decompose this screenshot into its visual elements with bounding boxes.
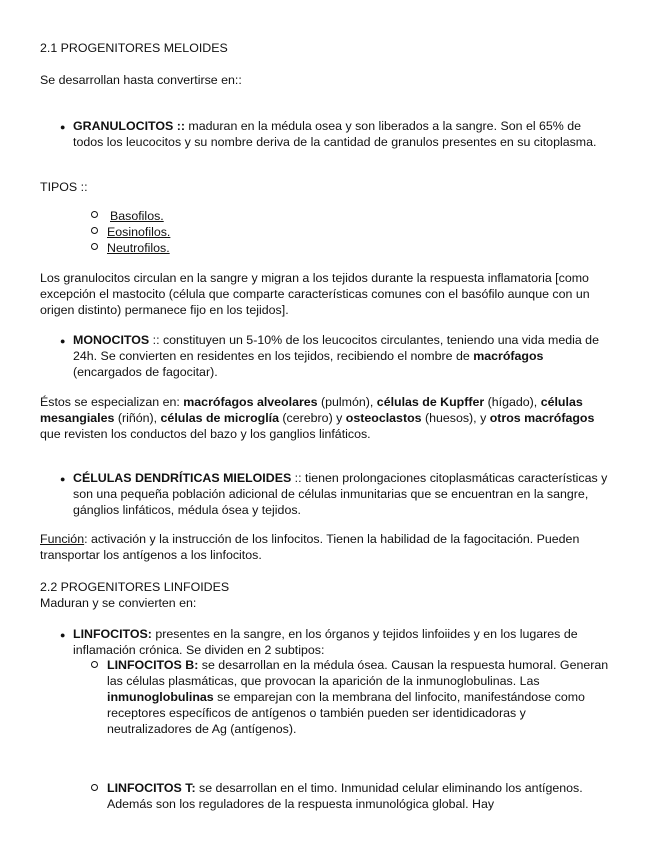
section-intro-linfoides: Maduran y se convierten en: [40, 596, 197, 610]
tipo-basofilos-text: Basofilos. [110, 209, 164, 223]
circle-bullet-basofilos [91, 211, 98, 218]
especializan-text-5: (cerebro) y [278, 411, 346, 425]
funcion-label: Función [40, 532, 85, 546]
especializan-bold-2: células de Kupffer [376, 395, 485, 409]
circulation-paragraph: Los granulocitos circulan en la sangre y migran a los tejidos durante la respuesta inflamatoria [como excepción el mastocito (célula que comparte características comunes con el basófilo aunque con un origen distinto) permanece fijo en los tejidos]. [40, 271, 590, 317]
dendriticas-term: CÉLULAS DENDRÍTICAS MIELOIDES [73, 471, 292, 485]
section-heading-linfoides: 2.2 PROGENITORES LINFOIDES [40, 580, 230, 594]
bullet-linfocitos: ● [60, 630, 66, 640]
tipo-neutrofilos-text: Neutrofilos. [107, 241, 170, 255]
especializan-text-7: que revisten los conductos del bazo y los ganglios linfáticos. [40, 427, 371, 441]
dendriticas-paragraph [73, 470, 613, 518]
especializan-text-2: (pulmón), [317, 395, 377, 409]
tipo-basofilos [110, 208, 615, 224]
monocitos-paragraph [73, 332, 613, 380]
circle-bullet-linfocitos-b [91, 661, 98, 668]
linfocitos-b-paragraph [107, 657, 612, 737]
linfocitos-paragraph [73, 626, 613, 658]
tipo-eosinofilos-text: Eosinofilos. [107, 225, 171, 239]
circle-bullet-neutrofilos [91, 243, 98, 250]
granulocitos-desc: maduran en la médula osea y son liberados a la sangre. Son el 65% de todos los leucocitos y su nombre deriva de la cantidad de granulos presentes en su citoplasma. [73, 119, 597, 149]
linfocitos-desc: presentes en la sangre, en los órganos y tejidos linfoiides y en los lugares de inflamación crónica. Se dividen en 2 subtipos: [73, 627, 578, 657]
monocitos-desc: :: constituyen un 5-10% de los leucocitos circulantes, teniendo una vida media de 24h. Se convierten en residentes en los tejidos, recibiendo el nombre de [73, 333, 599, 363]
especializan-bold-6: otros macrófagos [489, 411, 595, 425]
bullet-monocitos: ● [60, 336, 66, 346]
tipos-label: TIPOS :: [40, 180, 88, 194]
circle-bullet-eosinofilos [91, 227, 98, 234]
especializan-text-1: Éstos se especializan en: [40, 395, 184, 409]
macrofagos-term: macrófagos [473, 349, 544, 363]
especializan-bold-3: células mesangiales [40, 395, 583, 425]
linfocitos-t-desc: se desarrollan en el timo. Inmunidad celular eliminando los antígenos. Además son los reguladores de la respuesta inmunológica global. Hay [107, 781, 583, 811]
especializan-text-3: (hígado), [484, 395, 541, 409]
dendriticas-desc: :: tienen prolongaciones citoplasmáticas características y son una pequeña población adicional de células inmunitarias que se encuentran en la sangre, gánglios linfáticos, médula ósea y tejidos. [73, 471, 608, 517]
bullet-granulocitos: ● [60, 122, 66, 132]
circle-bullet-linfocitos-t [91, 784, 98, 791]
especializan-text-4: (riñón), [114, 411, 161, 425]
linfocitos-t-term: LINFOCITOS T: [107, 781, 196, 795]
bullet-dendriticas: ● [60, 474, 66, 484]
especializan-text-6: (huesos), y [421, 411, 490, 425]
especializan-bold-5: osteoclastos [345, 411, 422, 425]
especializan-bold-4: células de microglía [160, 411, 279, 425]
section-intro-mieloides: Se desarrollan hasta convertirse en:: [40, 73, 242, 87]
monocitos-term: MONOCITOS [73, 333, 150, 347]
especializan-bold-1: macrófagos alveolares [183, 395, 318, 409]
tipo-eosinofilos [107, 224, 612, 240]
linfocitos-term: LINFOCITOS: [73, 627, 152, 641]
granulocitos-paragraph [73, 118, 613, 150]
funcion-paragraph [40, 531, 612, 563]
tipo-neutrofilos [107, 240, 612, 256]
linfocitos-b-desc2: se emparejan con la membrana del linfocito, manifestándose como receptores específicos de antígenos o también pueden ser identidicadoras y neutralizadores de Ag (antígenos). [107, 690, 585, 736]
section-heading-mieloides: 2.1 PROGENITORES MELOIDES [40, 41, 228, 55]
especializan-paragraph [40, 394, 612, 442]
funcion-text: : activación y la instrucción de los linfocitos. Tienen la habilidad de la fagocitación. Pueden transportar los antígenos a los linfocitos. [40, 532, 580, 562]
linfocitos-b-term: LINFOCITOS B: [107, 658, 199, 672]
monocitos-desc2: (encargados de fagocitar). [73, 365, 218, 379]
granulocitos-term: GRANULOCITOS :: [73, 119, 185, 133]
linfocitos-t-paragraph [107, 780, 612, 812]
linfocitos-b-desc: se desarrollan en la médula ósea. Causan la respuesta humoral. Generan las células plasmáticas, que provocan la aparición de la inmunoglobulinas. Las [107, 658, 609, 688]
inmunoglobulinas-term: inmunoglobulinas [107, 690, 214, 704]
